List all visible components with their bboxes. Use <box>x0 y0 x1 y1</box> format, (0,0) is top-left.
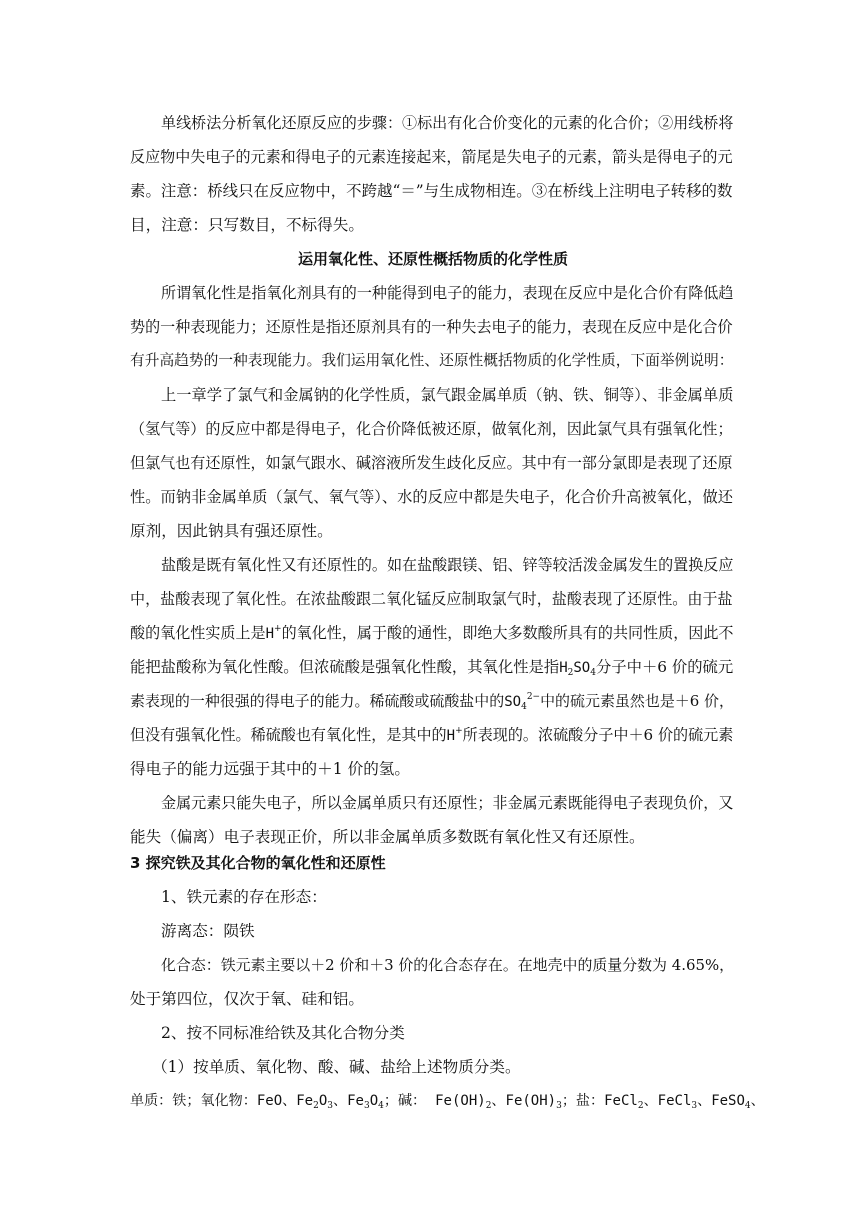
text-line: 处于第四位，仅次于氧、硅和铝。 <box>130 990 364 1008</box>
paragraph-combined-state <box>130 948 736 1016</box>
text-line: 能把盐酸称为氧化性酸。但浓硫酸是强氧化性酸，其氧化性是指$H_2SO_4$分子中＋6 价的硫元 <box>130 658 734 678</box>
paragraph-hydrochloric-acid <box>130 548 736 786</box>
text-line: 但氯气也有还原性，如氯气跟水、碱溶液所发生歧化反应。其中有一部分氯即是表现了还原 <box>130 454 733 472</box>
text-line: 中，盐酸表现了氧化性。在浓盐酸跟二氧化锰反应制取氯气时，盐酸表现了还原性。由于盐 <box>130 590 733 608</box>
sub-item-1 <box>130 1050 736 1084</box>
text-line: 能失（偏离）电子表现正价，所以非金属单质多数既有氧化性又有还原性。 <box>130 828 645 846</box>
text-line: 单质：铁；氧化物：FeO、$Fe_2O_3$、$Fe_3O_4$；碱： $Fe(OH)_2$、$Fe(OH)_3$；盐：FeCl$_2$、FeCl$_3$、FeSO$_4$、 <box>130 1093 765 1111</box>
paragraph-metals-nonmetals <box>130 786 736 854</box>
section-heading: 运用氧化性、还原性概括物质的化学性质 <box>297 250 568 268</box>
text-line: 酸的氧化性实质上是H+的氧化性，属于酸的通性，即绝大多数酸所具有的共同性质，因此不 <box>130 624 734 642</box>
classification-line <box>130 1084 765 1118</box>
paragraph-oxidizing-definition <box>130 276 736 378</box>
text-line: 势的一种表现能力；还原性是指还原剂具有的一种失去电子的能力，表现在反应中是化合价 <box>130 318 733 336</box>
paragraph-chlorine-sodium <box>130 378 736 548</box>
text-line: 反应物中失电子的元素和得电子的元素连接起来，箭尾是失电子的元素，箭头是得电子的元 <box>130 148 733 166</box>
text-line: 金属元素只能失电子，所以金属单质只有还原性；非金属元素既能得电子表现负价，又 <box>161 794 734 812</box>
list-item-1 <box>130 880 736 914</box>
text-line: 上一章学了氯气和金属钠的化学性质，氯气跟金属单质（钠、铁、铜等）、非金属单质 <box>161 386 734 404</box>
text-line: 性。而钠非金属单质（氯气、氧气等）、水的反应中都是失电子，化合价升高被氧化，做还 <box>130 488 733 506</box>
text-line: 游离态：陨铁 <box>161 922 255 940</box>
list-item-2 <box>130 1016 736 1050</box>
text-line: （1）按单质、氧化物、酸、碱、盐给上述物质分类。 <box>152 1058 521 1076</box>
text-line: 化合态：铁元素主要以＋2 价和＋3 价的化合态存在。在地壳中的质量分数为 4.65%， <box>161 956 735 974</box>
section-heading-iron: 3 探究铁及其化合物的氧化性和还原性 <box>130 854 386 872</box>
text-line: 目，注意：只写数目，不标得失。 <box>130 216 364 234</box>
text-line: 盐酸是既有氧化性又有还原性的。如在盐酸跟镁、铝、锌等较活泼金属发生的置换反应 <box>161 556 734 574</box>
text-line: 2、按不同标准给铁及其化合物分类 <box>161 1024 405 1042</box>
text-line: 素。注意：桥线只在反应物中，不跨越“＝”与生成物相连。③在桥线上注明电子转移的数 <box>130 182 733 200</box>
text-line: （氢气等）的反应中都是得电子，化合价降低被还原，做氧化剂，因此氯气具有强氧化性； <box>130 420 733 438</box>
text-line: 1、铁元素的存在形态： <box>161 888 327 906</box>
text-line: 得电子的能力远强于其中的＋1 价的氢。 <box>130 760 410 778</box>
text-line: 单线桥法分析氧化还原反应的步骤：①标出有化合价变化的元素的化合价；②用线桥将 <box>161 114 734 132</box>
text-line: 所谓氧化性是指氧化剂具有的一种能得到电子的能力，表现在反应中是化合价有降低趋 <box>161 284 734 302</box>
text-line: 原剂，因此钠具有强还原性。 <box>130 522 333 540</box>
free-state-line <box>130 914 736 948</box>
text-line: 有升高趋势的一种表现能力。我们运用氧化性、还原性概括物质的化学性质，下面举例说明： <box>130 352 734 369</box>
text-line: 但没有强氧化性。稀硫酸也有氧化性，是其中的H+所表现的。浓硫酸分子中＋6 价的硫元素 <box>130 726 734 744</box>
paragraph-single-line-bridge <box>130 106 736 242</box>
text-line: 素表现的一种很强的得电子的能力。稀硫酸或硫酸盐中的$SO_4^{2-}$中的硫元素虽然也是＋6 价， <box>130 692 734 712</box>
